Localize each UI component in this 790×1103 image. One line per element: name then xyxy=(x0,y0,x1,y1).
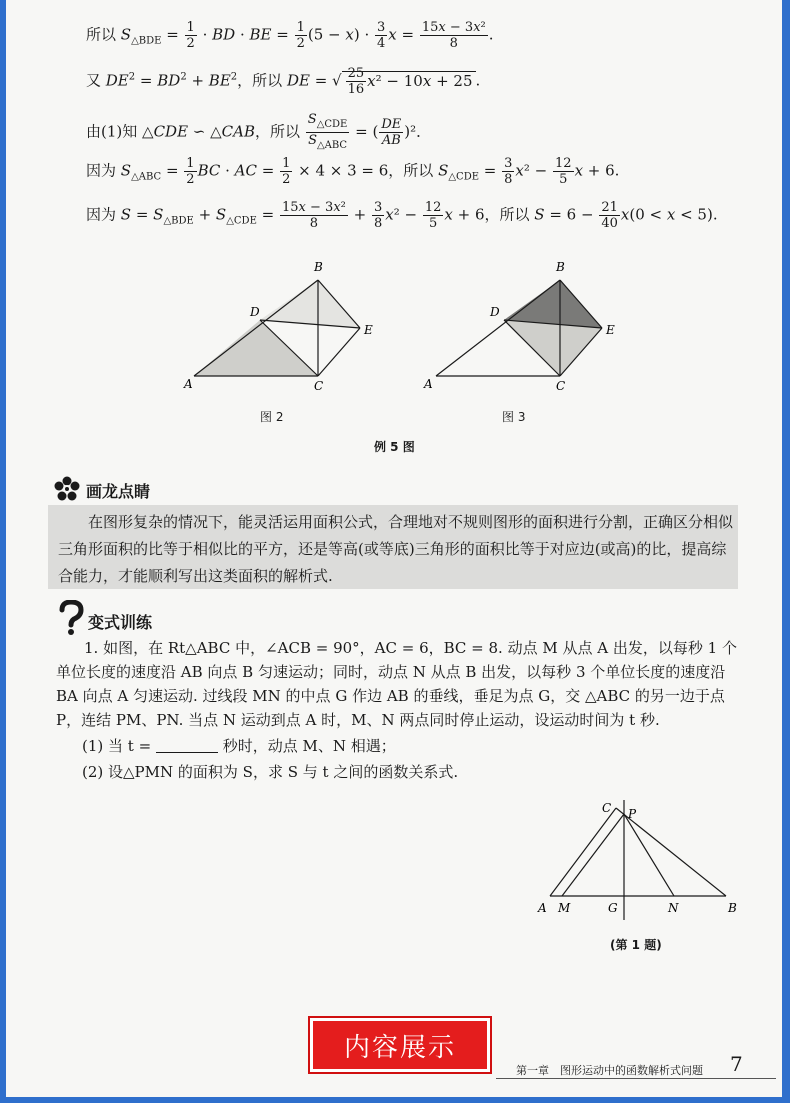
figure-3 xyxy=(418,256,628,396)
practice-title: 变式训练 xyxy=(88,613,153,632)
flower-icon xyxy=(54,476,80,502)
tip-box xyxy=(48,505,738,589)
svg-text:B: B xyxy=(556,260,565,274)
figure-3-caption: 图 3 xyxy=(502,410,526,424)
svg-text:B: B xyxy=(314,260,323,274)
equation-line-4: 因为 $S_{\triangle ABC}$ = $\frac{1}{2}$ BC · AC = $\frac{1}{2}$ × 4 × 3 = 6，所以 $S_{\triangle CDE}$ = $\frac{3}{8}$ x² − $\frac{12}{5}$ x + 6. xyxy=(86,156,620,187)
answer-blank[interactable] xyxy=(156,738,218,753)
page-number: 7 xyxy=(730,1052,743,1076)
tip-title: 画龙点睛 xyxy=(86,482,151,501)
svg-text:A: A xyxy=(424,377,433,391)
equation-line-2: 又 $DE^2 = BD^2 + BE^2$，所以 DE = √ $\frac{25}{16}$ x² − 10x + 25 . xyxy=(86,66,481,97)
svg-text:G: G xyxy=(608,901,618,915)
svg-text:D: D xyxy=(490,305,500,319)
figure-2-caption: 图 2 xyxy=(260,410,284,424)
problem-1-q1 xyxy=(82,734,772,758)
svg-text:D: D xyxy=(250,305,260,319)
figure-problem-1 xyxy=(532,796,752,920)
svg-text:C: C xyxy=(556,379,566,393)
problem-1-text: 1. 如图，在 Rt△ABC 中，∠ACB = 90°，AC = 6，BC = 8. 动点 M 从点 A 出发，以每秒 1 个单位长度的速度沿 AB 向点 B 匀速运动；同时，动点 N 从点 B 出发，以每秒 3 个单位长度的速度沿 BA 向点 A 匀速运动. 过线段 MN 的中点 G 作边 AB 的垂线，垂足为点 G，交 △ABC 的另一边于点 P，连结 PM、PN. 当点 N 运动到点 A 时，M、N 两点同时停止运动，设运动时间为 t 秒. xyxy=(56,639,737,729)
q1-prefix: (1) 当 t = xyxy=(82,737,152,755)
svg-text:E: E xyxy=(606,323,615,337)
eq-text-1 xyxy=(6,0,7,1)
problem-1-figure-caption: (第 1 题) xyxy=(610,938,662,952)
tip-body: 在图形复杂的情况下，能灵活运用面积公式，合理地对不规则图形的面积进行分割，正确区分相似三角形面积的比等于相似比的平方，还是等高(或等底)三角形的面积比等于对应边(或高)的比，提高综合能力，才能顺利写出这类面积的解析式. xyxy=(58,513,734,585)
svg-text:A: A xyxy=(184,377,193,391)
svg-text:N: N xyxy=(668,901,679,915)
equation-line-3: 由(1)知 △CDE ∽ △CAB，所以 $\frac{S_{\triangle CDE}}{S_{\triangle ABC}}$ = ( $\frac{DE}{AB}$ )²． xyxy=(86,112,432,151)
svg-text:A: A xyxy=(538,901,547,915)
footer-divider xyxy=(496,1078,776,1079)
svg-text:C: C xyxy=(314,379,324,393)
example-caption: 例 5 图 xyxy=(374,440,415,454)
content-display-button[interactable]: 内容展示 xyxy=(310,1018,490,1072)
svg-text:B: B xyxy=(728,901,737,915)
equation-line-5: 因为 $S = S_{\triangle BDE} + S_{\triangle CDE}$ = $\frac{\text{15x − 3x²}}{8}$ + $\frac{3}{8}$ x² − $\frac{12}{5}$ x + 6，所以 S = 6 − $\frac{21}{40}$ x(0 < x < 5). xyxy=(86,200,718,231)
equation-text-store xyxy=(6,0,7,1)
svg-text:P: P xyxy=(628,807,637,821)
svg-text:M: M xyxy=(558,901,571,915)
book-page xyxy=(6,0,782,1097)
problem-1-q2: (2) 设△PMN 的面积为 S，求 S 与 t 之间的函数关系式. xyxy=(82,763,459,781)
equation-line-1: 所以 $S_{\triangle BDE}$ = $\frac{1}{2}$ · BD · BE = $\frac{1}{2}$ (5 − x) · $\frac{3}{4}$ x = $\frac{\text{15x − 3x²}}{8}$ . xyxy=(86,20,494,51)
svg-text:E: E xyxy=(364,323,373,337)
question-mark-icon xyxy=(56,600,86,636)
svg-text:C: C xyxy=(602,801,612,815)
figure-2 xyxy=(176,256,386,396)
q1-suffix: 秒时，动点 M、N 相遇； xyxy=(222,737,396,755)
chapter-title: 第一章 图形运动中的函数解析式问题 xyxy=(516,1064,703,1077)
